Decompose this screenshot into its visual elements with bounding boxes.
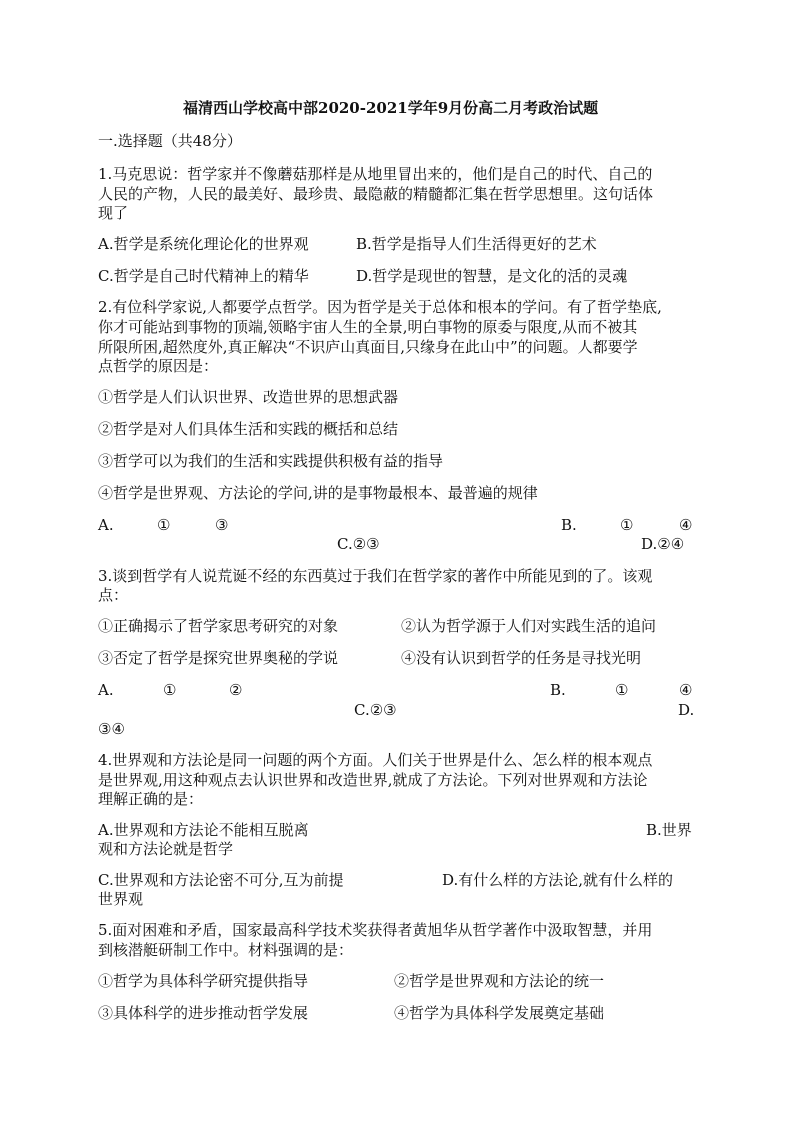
q3-item-2: ②认为哲学源于人们对实践生活的追问 [401, 617, 657, 635]
q5-stem-line-1: 5.面对困难和矛盾，国家最高科学技术奖获得者黄旭华从哲学著作中汲取智慧，并用 [98, 921, 653, 939]
q4-option-d-cont: 世界观 [98, 890, 144, 908]
q1-option-a: A.哲学是系统化理论化的世界观 [98, 235, 309, 253]
q3-item-4: ④没有认识到哲学的任务是寻找光明 [401, 649, 642, 667]
q2-item-1: ①哲学是人们认识世界、改造世界的思想武器 [98, 388, 399, 406]
q1-option-c: C.哲学是自己时代精神上的精华 [98, 267, 309, 285]
q2-option-a-label: A. [98, 516, 114, 534]
exam-title: 福清西山学校高中部2020-2021学年9月份高二月考政治试题 [183, 99, 599, 117]
q1-option-d: D.哲学是现世的智慧，是文化的活的灵魂 [356, 267, 628, 285]
q4-stem-line-1: 4.世界观和方法论是同一问题的两个方面。人们关于世界是什么、怎么样的根本观点 [98, 751, 653, 769]
q2-option-b-label: B. [561, 516, 577, 534]
q5-item-3: ③具体科学的进步推动哲学发展 [98, 1004, 309, 1022]
q4-stem-line-2: 是世界观,用这种观点去认识世界和改造世界,就成了方法论。下列对世界观和方法论 [98, 771, 648, 789]
q2-option-a-first: ① [157, 516, 171, 534]
q2-option-d: D.②④ [641, 535, 685, 553]
q2-option-b-second: ④ [679, 516, 693, 534]
q3-item-3: ③否定了哲学是探究世界奥秘的学说 [98, 649, 339, 667]
q3-stem-line-2: 点： [98, 586, 129, 604]
q2-item-4: ④哲学是世界观、方法论的学问,讲的是事物最根本、最普遍的规律 [98, 484, 538, 502]
q2-stem-line-1: 2.有位科学家说,人都要学点哲学。因为哲学是关于总体和根本的学问。有了哲学垫底, [98, 298, 662, 316]
q3-stem-line-1: 3.谈到哲学有人说荒诞不经的东西莫过于我们在哲学家的著作中所能见到的了。该观 [98, 567, 653, 585]
q1-stem-line-1: 1.马克思说：哲学家并不像蘑菇那样是从地里冒出来的，他们是自己的时代、自己的 [98, 165, 653, 183]
q2-option-c: C.②③ [337, 535, 380, 553]
q3-option-b-second: ④ [679, 681, 693, 699]
q1-stem-line-3: 现了 [98, 204, 129, 222]
q2-stem-line-3: 所限所困,超然度外,真正解决“不识庐山真面目,只缘身在此山中”的问题。人都要学 [98, 338, 638, 356]
q4-option-b-cont: 观和方法论就是哲学 [98, 840, 234, 858]
q3-option-d-values: ③④ [98, 720, 125, 738]
q2-option-b-first: ① [620, 516, 634, 534]
q3-option-b-first: ① [615, 681, 629, 699]
q3-option-d-label: D. [678, 701, 695, 719]
q1-stem-line-2: 人民的产物，人民的最美好、最珍贵、最隐蔽的精髓都汇集在哲学思想里。这句话体 [98, 185, 654, 203]
q4-option-d-start: D.有什么样的方法论,就有什么样的 [442, 871, 674, 889]
q5-item-2: ②哲学是世界观和方法论的统一 [394, 972, 605, 990]
q2-option-a-second: ③ [215, 516, 229, 534]
q3-item-1: ①正确揭示了哲学家思考研究的对象 [98, 617, 339, 635]
q3-option-c: C.②③ [354, 701, 397, 719]
q5-stem-line-2: 到核潜艇研制工作中。材料强调的是： [98, 941, 354, 959]
q2-stem-line-2: 你才可能站到事物的顶端,领略宇宙人生的全景,明白事物的原委与限度,从而不被其 [98, 318, 638, 336]
q2-item-3: ③哲学可以为我们的生活和实践提供积极有益的指导 [98, 452, 444, 470]
q5-item-1: ①哲学为具体科学研究提供指导 [98, 972, 309, 990]
q4-option-b-start: B.世界 [646, 821, 692, 839]
q3-option-a-first: ① [163, 681, 177, 699]
section-heading: 一.选择题（共48分） [98, 132, 242, 150]
q2-stem-line-4: 点哲学的原因是： [98, 357, 219, 375]
q5-item-4: ④哲学为具体科学发展奠定基础 [394, 1004, 605, 1022]
q3-option-a-second: ② [229, 681, 243, 699]
q1-option-b: B.哲学是指导人们生活得更好的艺术 [356, 235, 597, 253]
q4-option-c: C.世界观和方法论密不可分,互为前提 [98, 871, 344, 889]
q2-item-2: ②哲学是对人们具体生活和实践的概括和总结 [98, 420, 399, 438]
q3-option-a-label: A. [98, 681, 114, 699]
q4-stem-line-3: 理解正确的是： [98, 790, 204, 808]
q3-option-b-label: B. [550, 681, 566, 699]
q4-option-a: A.世界观和方法论不能相互脱离 [98, 821, 309, 839]
